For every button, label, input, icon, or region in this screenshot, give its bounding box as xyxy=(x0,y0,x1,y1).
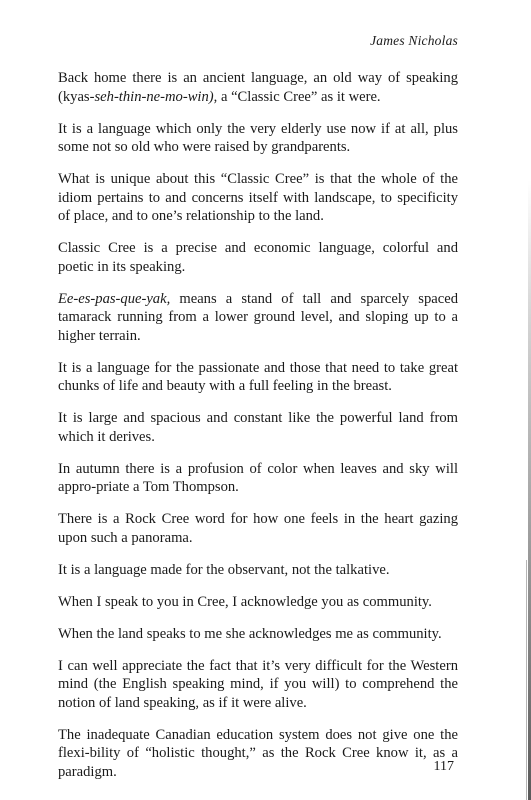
paragraph xyxy=(58,69,458,106)
paragraph xyxy=(58,625,458,644)
text-run: It is a language for the passionate and those that need to take great chunks of life and beauty with a full feeling in the breast. xyxy=(58,359,458,394)
text-run: It is a language made for the observant, not the talkative. xyxy=(58,561,390,578)
text-run: It is a language which only the very elderly use now if at all, plus some not so old who were raised by grandparents. xyxy=(58,120,458,155)
paragraph xyxy=(58,290,458,346)
text-run: , a “Classic Cree” as it were. xyxy=(213,88,381,105)
paragraph xyxy=(58,561,458,580)
paragraph xyxy=(58,359,458,396)
page-number: 117 xyxy=(433,759,454,774)
paragraph xyxy=(58,120,458,157)
paragraph xyxy=(58,239,458,276)
italic-run: Ee-es-pas-que-yak, xyxy=(58,290,171,307)
paragraph xyxy=(58,510,458,547)
text-run: I can well appreciate the fact that it’s very difficult for the Western mind (the English speaking mind, if you will) to comprehend the notion of land speaking, as if it were alive. xyxy=(58,657,458,711)
paragraph xyxy=(58,409,458,446)
paragraph xyxy=(58,460,458,497)
paragraph xyxy=(58,726,458,782)
text-run: When I speak to you in Cree, I acknowledge you as community. xyxy=(58,593,432,610)
paragraph xyxy=(58,657,458,713)
body-text xyxy=(58,69,458,781)
text-run: Back home there is an ancient language, an old way of speaking (kyas- xyxy=(58,70,458,105)
text-run: means a stand of tall and sparcely spaced tamarack running from a lower ground level, and sloping up to a higher terrain. xyxy=(58,290,458,344)
text-run: The inadequate Canadian education system does not give one the flexi-bility of “holistic thought,” as the Rock Cree know it, as a paradigm. xyxy=(58,726,458,780)
paragraph xyxy=(58,593,458,612)
paragraph xyxy=(58,170,458,226)
text-run: What is unique about this “Classic Cree” is that the whole of the idiom pertains to and concerns itself with landscape, to specificity of place, and to one’s relationship to the land. xyxy=(58,171,458,224)
text-run: There is a Rock Cree word for how one feels in the heart gazing upon such a panorama. xyxy=(58,511,458,546)
text-run: Classic Cree is a precise and economic language, colorful and poetic in its speaking. xyxy=(58,240,458,275)
italic-run: seh-thin-ne-mo-win) xyxy=(94,88,214,105)
text-run: When the land speaks to me she acknowledges me as community. xyxy=(58,625,442,642)
text-run: In autumn there is a profusion of color when leaves and sky will appro-priate a Tom Thompson. xyxy=(58,460,458,495)
running-head: James Nicholas xyxy=(370,33,458,48)
scan-edge-line xyxy=(526,560,527,800)
text-run: It is large and spacious and constant like the powerful land from which it derives. xyxy=(58,410,458,445)
